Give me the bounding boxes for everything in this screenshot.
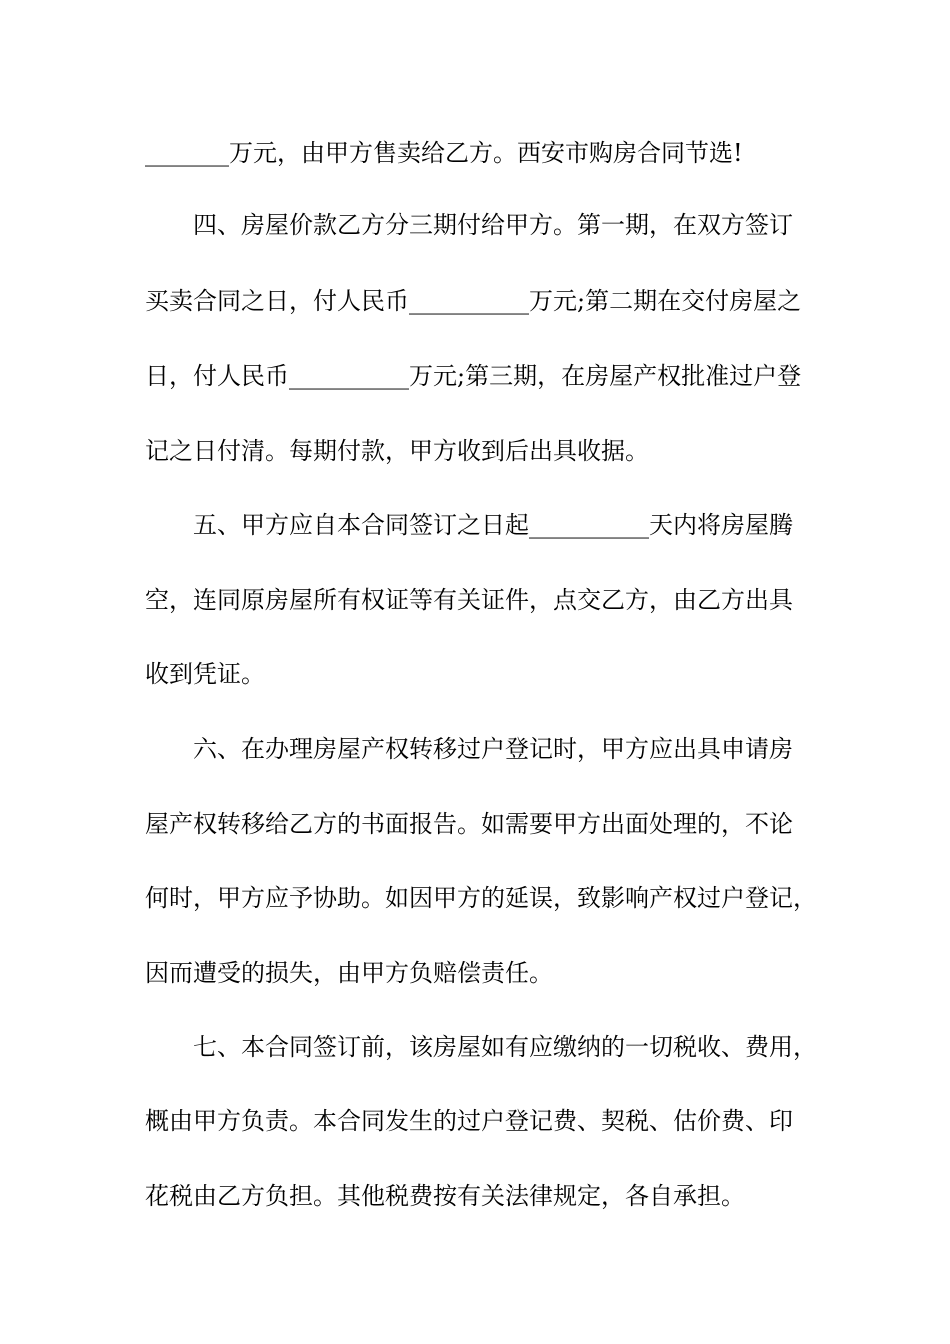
clause-6-heading-line: 六、在办理房屋产权转移过户登记时，甲方应出具申请房 (193, 735, 793, 763)
text-line: 花税由乙方负担。其他税费按有关法律规定，各自承担。 (145, 1182, 745, 1210)
clause-7-heading-line: 七、本合同签订前，该房屋如有应缴纳的一切税收、费用， (193, 1033, 817, 1061)
text-line: 概由甲方负责。本合同发生的过户登记费、契税、估价费、印 (145, 1107, 793, 1135)
text-line: 因而遭受的损失，由甲方负赔偿责任。 (145, 959, 553, 987)
text-line: 何时，甲方应予协助。如因甲方的延误，致影响产权过户登记， (145, 884, 817, 912)
clause-4-heading-line: 四、房屋价款乙方分三期付给甲方。第一期，在双方签订 (193, 211, 793, 239)
text-line: 记之日付清。每期付款，甲方收到后出具收据。 (145, 437, 649, 465)
text-line: 屋产权转移给乙方的书面报告。如需要甲方出面处理的，不论 (145, 810, 793, 838)
text-line: _______万元，由甲方售卖给乙方。西安市购房合同节选! (145, 139, 743, 167)
clause-5-heading-line: 五、甲方应自本合同签订之日起__________天内将房屋腾 (193, 511, 793, 539)
text-line: 日，付人民币__________万元;第三期，在房屋产权批准过户登 (145, 362, 802, 390)
text-line: 空，连同原房屋所有权证等有关证件，点交乙方，由乙方出具 (145, 586, 793, 614)
text-line: 收到凭证。 (145, 660, 265, 688)
text-line: 买卖合同之日，付人民币__________万元;第二期在交付房屋之 (145, 287, 802, 315)
